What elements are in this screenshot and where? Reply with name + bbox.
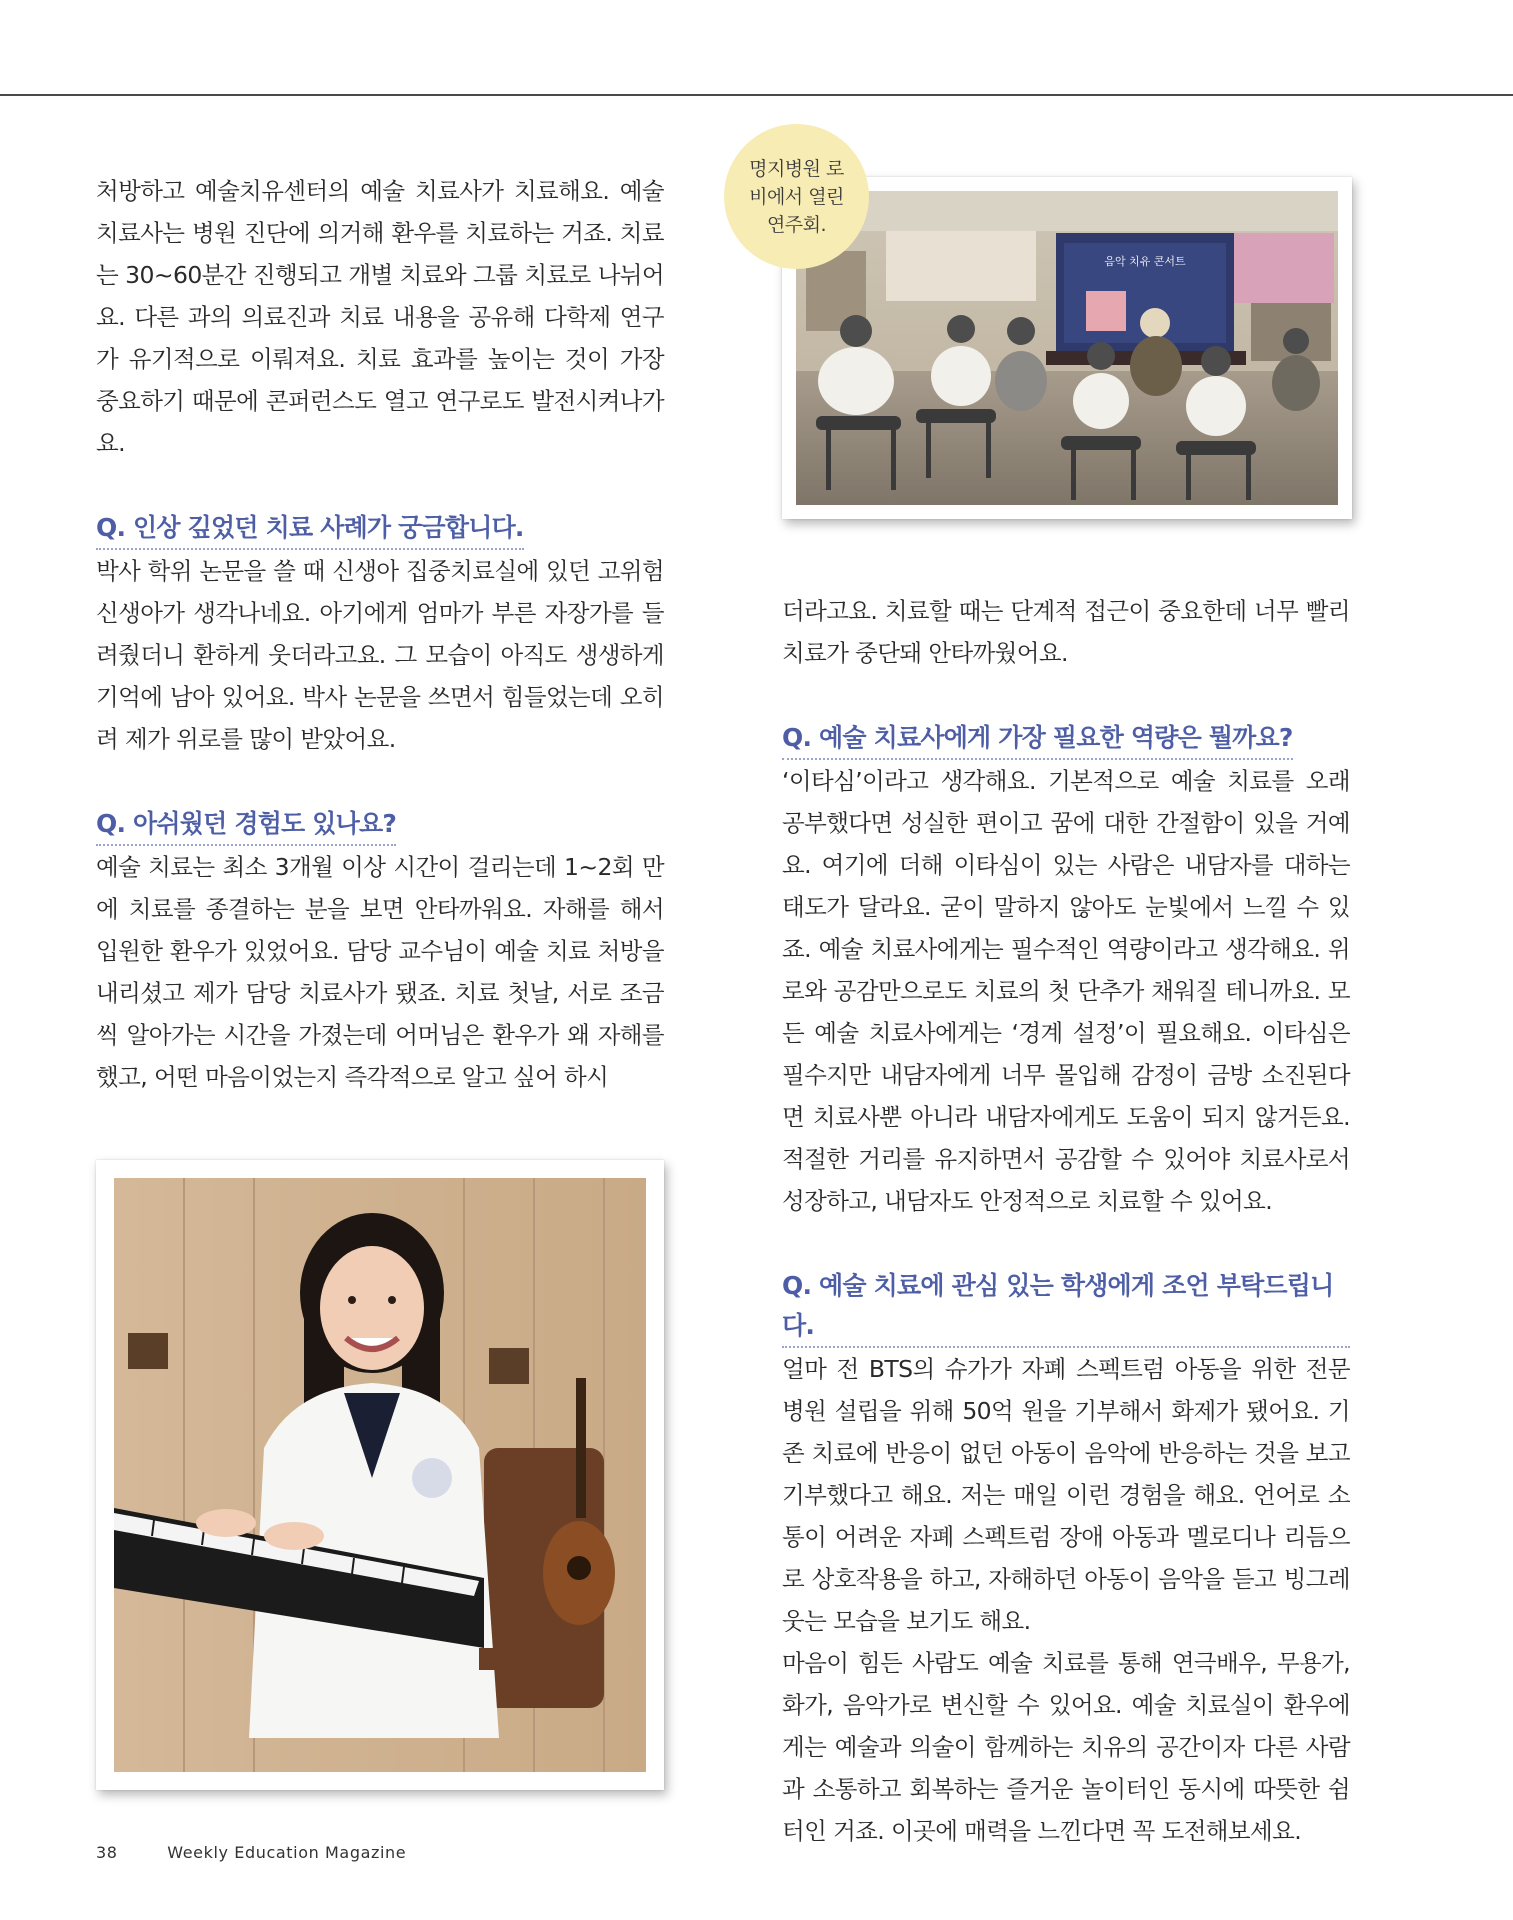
top-rule (0, 94, 1513, 96)
question-block-4 (782, 1266, 1350, 1852)
question-block-3 (782, 718, 1350, 1222)
magazine-name: Weekly Education Magazine (167, 1843, 407, 1862)
concert-scene-image (796, 191, 1338, 505)
answer-paragraph: 박사 학위 논문을 쓸 때 신생아 집중치료실에 있던 고위험 신생아가 생각나네요. 아기에게 엄마가 부른 자장가를 들려줬더니 환하게 웃더라고요. 그 모습이 아직도 생생하게 기억에 남아 있어요. 박사 논문을 쓰면서 힘들었는데 오히려 제가 위로를 많이 받았어요. (96, 557, 664, 753)
question-heading: Q. 예술 치료에 관심 있는 학생에게 조언 부탁드립니다. (782, 1266, 1350, 1348)
left-column (96, 170, 664, 1098)
photo-caption-badge (724, 124, 869, 269)
page-number: 38 (96, 1843, 118, 1862)
therapist-at-piano-image (114, 1178, 646, 1772)
question-heading: Q. 아쉬웠던 경험도 있나요? (96, 804, 396, 846)
intro-paragraph: 처방하고 예술치유센터의 예술 치료사가 치료해요. 예술 치료사는 병원 진단에 의거해 환우를 치료하는 거죠. 치료는 30~60분간 진행되고 개별 치료와 그룹 치료로 나뉘어요. 다른 과의 의료진과 치료 내용을 공유해 다학제 연구가 유기적으로 이뤄져요. 치료 효과를 높이는 것이 가장 중요하기 때문에 콘퍼런스도 열고 연구로도 발전시켜나가요. (96, 177, 664, 457)
answer-paragraph: 마음이 힘든 사람도 예술 치료를 통해 연극배우, 무용가, 화가, 음악가로 변신할 수 있어요. 예술 치료실이 환우에게는 예술과 의술이 함께하는 치유의 공간이자 다른 사람과 소통하고 회복하는 즐거운 놀이터인 동시에 따뜻한 쉼터인 거죠. 이곳에 매력을 느낀다면 꼭 도전해보세요. (782, 1649, 1350, 1845)
question-block-2 (96, 804, 664, 1098)
photo-caption: 명지병원 로비에서 열린 연주회. (749, 157, 844, 236)
concert-photo (782, 177, 1352, 519)
page-footer (96, 1843, 406, 1862)
answer-paragraph: 예술 치료는 최소 3개월 이상 시간이 걸리는데 1~2회 만에 치료를 종결하는 분을 보면 안타까워요. 자해를 해서 입원한 환우가 있었어요. 담당 교수님이 예술 치료 처방을 내리셨고 제가 담당 치료사가 됐죠. 치료 첫날, 서로 조금씩 알아가는 시간을 가졌는데 어머님은 환우가 왜 자해를 했고, 어떤 마음이었는지 즉각적으로 알고 싶어 하시 (96, 853, 664, 1091)
therapist-portrait-photo (96, 1160, 664, 1790)
question-heading: Q. 인상 깊었던 치료 사례가 궁금합니다. (96, 508, 524, 550)
question-heading: Q. 예술 치료사에게 가장 필요한 역량은 뭘까요? (782, 718, 1293, 760)
right-column (782, 590, 1350, 1852)
stage-screen-title: 음악 치유 콘서트 (1104, 255, 1186, 268)
answer-paragraph: 얼마 전 BTS의 슈가가 자폐 스펙트럼 아동을 위한 전문 병원 설립을 위해 50억 원을 기부해서 화제가 됐어요. 기존 치료에 반응이 없던 아동이 음악에 반응하는 것을 보고 기부했다고 해요. 저는 매일 이런 경험을 해요. 언어로 소통이 어려운 자폐 스펙트럼 장애 아동과 멜로디나 리듬으로 상호작용을 하고, 자해하던 아동이 음악을 듣고 빙그레 웃는 모습을 보기도 해요. (782, 1355, 1350, 1635)
question-block-1 (96, 508, 664, 760)
answer-paragraph: ‘이타심’이라고 생각해요. 기본적으로 예술 치료를 오래 공부했다면 성실한 편이고 꿈에 대한 간절함이 있을 거예요. 여기에 더해 이타심이 있는 사람은 내담자를 대하는 태도가 달라요. 굳이 말하지 않아도 눈빛에서 느낄 수 있죠. 예술 치료사에게는 필수적인 역량이라고 생각해요. 위로와 공감만으로도 치료의 첫 단추가 채워질 테니까요. 모든 예술 치료사에게는 ‘경계 설정’이 필요해요. 이타심은 필수지만 내담자에게 너무 몰입해 감정이 금방 소진된다면 치료사뿐 아니라 내담자에게도 도움이 되지 않거든요. 적절한 거리를 유지하면서 공감할 수 있어야 치료사로서 성장하고, 내담자도 안정적으로 치료할 수 있어요. (782, 767, 1350, 1215)
answer-continued-paragraph: 더라고요. 치료할 때는 단계적 접근이 중요한데 너무 빨리 치료가 중단돼 안타까웠어요. (782, 597, 1350, 667)
